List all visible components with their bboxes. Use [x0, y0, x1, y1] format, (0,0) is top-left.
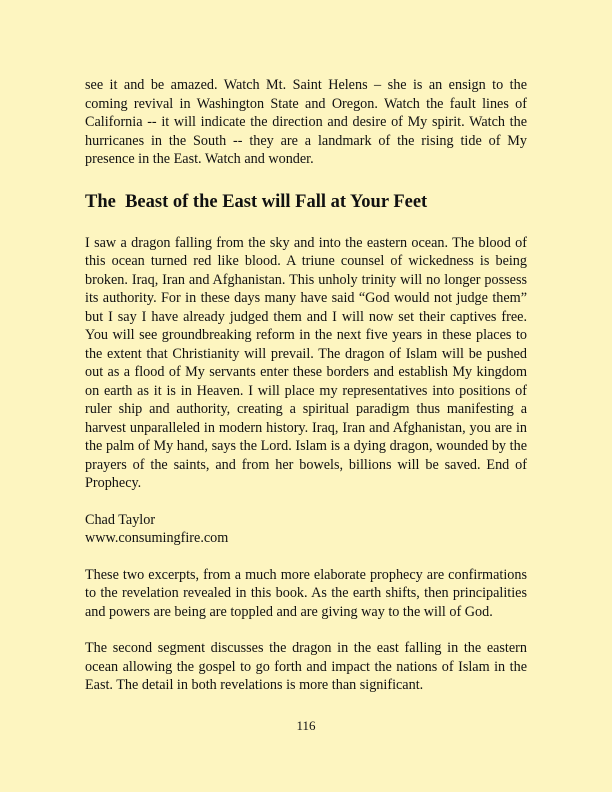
page-content — [85, 76, 527, 695]
page-number: 116 — [296, 718, 316, 733]
intro-paragraph: see it and be amazed. Watch Mt. Saint Helens – she is an ensign to the coming revival in Washington State and Oregon. Watch the fault lines of California -- it will indicate the direction and desire of My spirit. Watch the hurricanes in the South -- they are a landmark of the rising tide of My presence in the East. Watch and wonder. — [85, 77, 527, 167]
author-block — [85, 511, 527, 548]
commentary-paragraph-1: These two excerpts, from a much more elaborate prophecy are confirmations to the revelation revealed in this book. As the earth shifts, then principalities and powers are being are toppled and are giving way to the will of God. — [85, 566, 527, 620]
prophecy-paragraph: I saw a dragon falling from the sky and into the eastern ocean. The blood of this ocean turned red like blood. A triune counsel of wickedness is being broken. Iraq, Iran and Afghanistan. This unholy trinity will no longer possess its authority. For in these days many have said “God would not judge them” but I say I have already judged them and I will now set their captives free. You will see groundbreaking reform in the next five years in these places to the extent that Christianity will prevail. The dragon of Islam will be pushed out as a flood of My servants enter these borders and establish My kingdom on earth as it is in Heaven. I will place my representatives into positions of ruler ship and authority, creating a spiritual paradigm thus manifesting a harvest unparalleled in modern history. Iraq, Iran and Afghanistan, you are in the palm of My hand, says the Lord. Islam is a dying dragon, wounded by the prayers of the saints, and from her bowels, billions will be saved. End of Prophecy. — [85, 234, 527, 491]
commentary-paragraph-2: The second segment discusses the dragon in the east falling in the eastern ocean allowing the gospel to go forth and impact the nations of Islam in the East. The detail in both revelations is more than significant. — [85, 640, 527, 693]
section-heading: The Beast of the East will Fall at Your Feet — [85, 191, 428, 212]
author-website: www.consumingfire.com — [85, 530, 229, 546]
author-name: Chad Taylor — [85, 511, 156, 528]
